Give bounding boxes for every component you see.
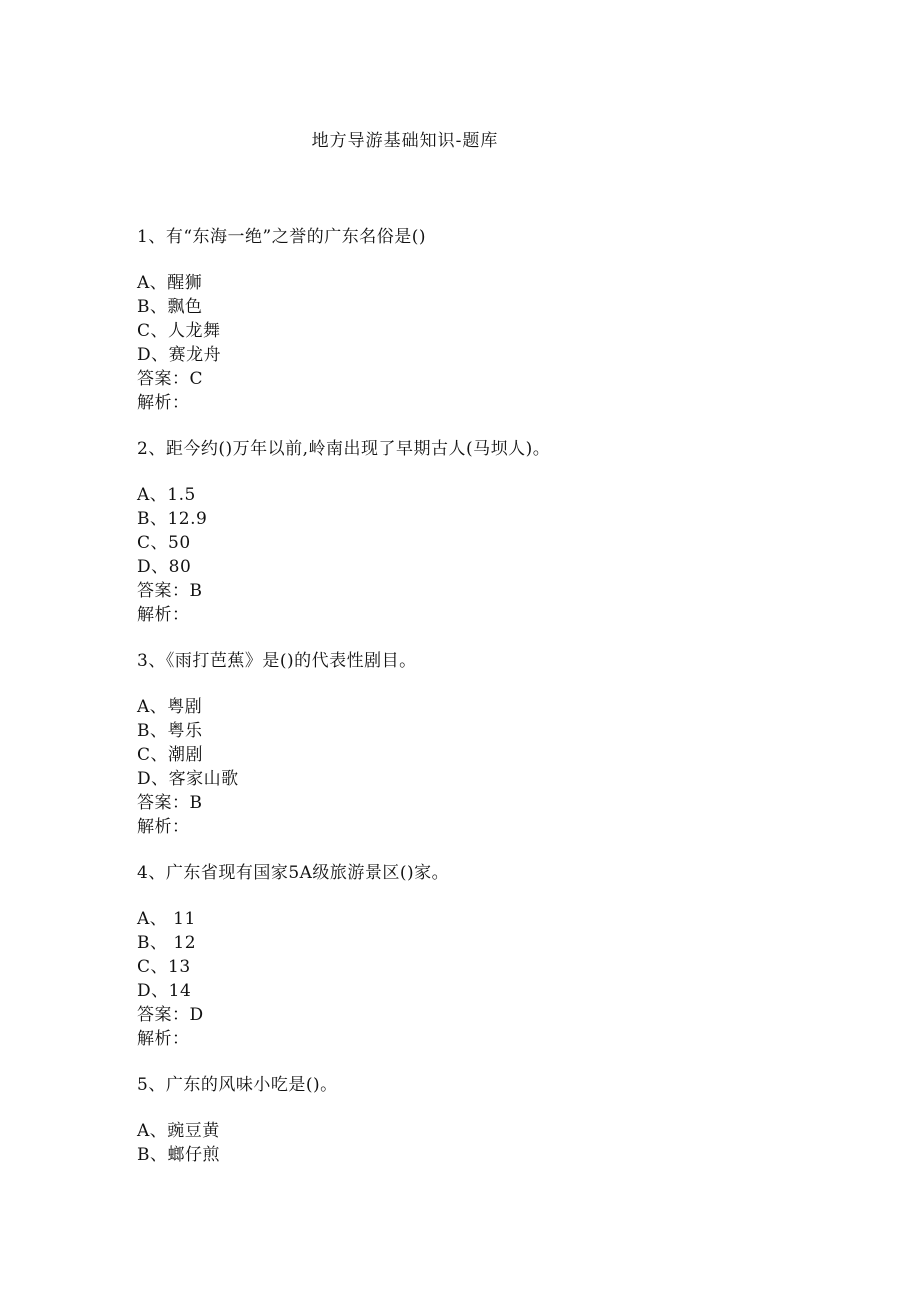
option-d: D、14	[137, 981, 192, 1001]
option-c: C、潮剧	[137, 745, 204, 765]
question-item	[137, 1073, 857, 1167]
analysis-line: 解析：	[137, 605, 190, 625]
question-item	[137, 861, 857, 1051]
option-b: B、螂仔煎	[137, 1145, 220, 1165]
question-item	[137, 225, 857, 415]
option-c: C、人龙舞	[137, 321, 221, 341]
option-b: B、粤乐	[137, 721, 203, 741]
option-b: B、 12	[137, 933, 197, 953]
analysis-line: 解析：	[137, 817, 190, 837]
answer-line: 答案：B	[137, 793, 203, 813]
option-c: C、13	[137, 957, 191, 977]
question-text: 5、广东的风味小吃是()。	[137, 1075, 338, 1095]
option-d: D、客家山歌	[137, 769, 239, 789]
option-c: C、50	[137, 533, 191, 553]
option-a: A、1.5	[137, 485, 196, 505]
question-item	[137, 437, 857, 627]
analysis-line: 解析：	[137, 1029, 190, 1049]
option-b: B、12.9	[137, 509, 208, 529]
question-text: 2、距今约()万年以前,岭南出现了早期古人(马坝人)。	[137, 439, 551, 459]
option-d: D、80	[137, 557, 192, 577]
document-title: 地方导游基础知识-题库	[311, 131, 499, 151]
question-text: 4、广东省现有国家5A级旅游景区()家。	[137, 863, 450, 883]
question-text: 1、有“东海一绝”之誉的广东名俗是()	[137, 227, 426, 247]
option-a: A、醒狮	[137, 273, 203, 293]
analysis-line: 解析：	[137, 393, 190, 413]
question-item	[137, 649, 857, 839]
answer-line: 答案：D	[137, 1005, 204, 1025]
option-b: B、飘色	[137, 297, 203, 317]
answer-line: 答案：B	[137, 581, 203, 601]
option-a: A、豌豆黄	[137, 1121, 220, 1141]
answer-line: 答案：C	[137, 369, 204, 389]
option-a: A、 11	[137, 909, 196, 929]
question-list	[137, 225, 857, 1189]
option-d: D、赛龙舟	[137, 345, 222, 365]
option-a: A、粤剧	[137, 697, 203, 717]
question-text: 3、《雨打芭蕉》是()的代表性剧目。	[137, 651, 417, 671]
